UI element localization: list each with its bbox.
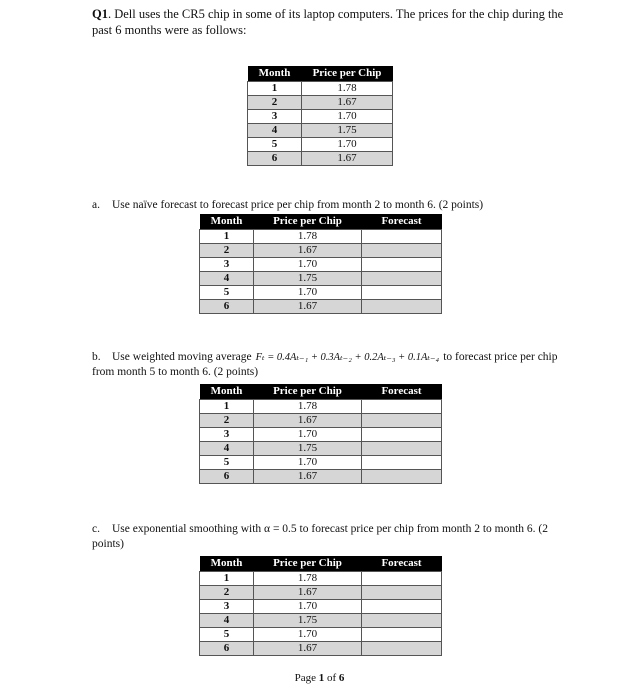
table-row xyxy=(200,400,442,414)
forecast-cell[interactable] xyxy=(362,600,442,614)
table-row xyxy=(200,628,442,642)
table-row xyxy=(248,82,393,96)
part-a xyxy=(92,198,582,213)
table-row xyxy=(200,586,442,600)
month-cell: 1 xyxy=(248,82,302,96)
price-cell: 1.70 xyxy=(254,600,362,614)
price-header: Price per Chip xyxy=(302,66,393,82)
month-cell: 5 xyxy=(248,138,302,152)
month-cell: 3 xyxy=(248,110,302,124)
forecast-cell[interactable] xyxy=(362,286,442,300)
footer-total: 6 xyxy=(338,672,345,684)
part-b-text-before: Use weighted moving average xyxy=(112,351,252,363)
price-cell: 1.78 xyxy=(254,572,362,586)
table-row xyxy=(200,642,442,656)
price-cell: 1.78 xyxy=(302,82,393,96)
price-header: Price per Chip xyxy=(254,214,362,230)
price-cell: 1.75 xyxy=(254,442,362,456)
footer-page: 1 xyxy=(318,672,325,684)
forecast-cell[interactable] xyxy=(362,400,442,414)
forecast-cell[interactable] xyxy=(362,272,442,286)
month-cell: 1 xyxy=(200,230,254,244)
footer-middle: of xyxy=(324,672,339,684)
forecast-cell[interactable] xyxy=(362,244,442,258)
part-c-letter: c. xyxy=(92,523,100,535)
table-row xyxy=(200,230,442,244)
month-cell: 4 xyxy=(248,124,302,138)
price-cell: 1.70 xyxy=(254,428,362,442)
month-cell: 5 xyxy=(200,286,254,300)
question-label: Q1 xyxy=(92,7,108,21)
price-header: Price per Chip xyxy=(254,384,362,400)
table-row xyxy=(200,470,442,484)
price-cell: 1.67 xyxy=(254,300,362,314)
forecast-cell[interactable] xyxy=(362,442,442,456)
table-row xyxy=(200,414,442,428)
month-cell: 6 xyxy=(200,470,254,484)
table-row xyxy=(200,258,442,272)
forecast-header: Forecast xyxy=(362,214,442,230)
month-cell: 2 xyxy=(200,414,254,428)
table-row xyxy=(200,244,442,258)
price-cell: 1.78 xyxy=(254,400,362,414)
price-cell: 1.70 xyxy=(254,258,362,272)
month-cell: 2 xyxy=(248,96,302,110)
part-c xyxy=(92,522,582,552)
month-cell: 6 xyxy=(200,300,254,314)
month-cell: 6 xyxy=(200,642,254,656)
price-cell: 1.75 xyxy=(254,272,362,286)
part-b-letter: b. xyxy=(92,351,101,363)
exponential-forecast-table xyxy=(199,556,442,656)
forecast-cell[interactable] xyxy=(362,300,442,314)
month-header: Month xyxy=(200,214,254,230)
price-cell: 1.67 xyxy=(254,470,362,484)
month-header: Month xyxy=(200,556,254,572)
forecast-cell[interactable] xyxy=(362,586,442,600)
price-cell: 1.67 xyxy=(254,414,362,428)
price-cell: 1.67 xyxy=(302,152,393,166)
price-cell: 1.75 xyxy=(302,124,393,138)
month-cell: 3 xyxy=(200,600,254,614)
table-row xyxy=(248,124,393,138)
forecast-cell[interactable] xyxy=(362,642,442,656)
price-cell: 1.70 xyxy=(254,286,362,300)
forecast-cell[interactable] xyxy=(362,258,442,272)
month-cell: 4 xyxy=(200,442,254,456)
table-row xyxy=(200,272,442,286)
price-header: Price per Chip xyxy=(254,556,362,572)
price-cell: 1.67 xyxy=(302,96,393,110)
price-cell: 1.67 xyxy=(254,642,362,656)
table-row xyxy=(248,138,393,152)
month-header: Month xyxy=(200,384,254,400)
forecast-header: Forecast xyxy=(362,556,442,572)
table-row xyxy=(200,600,442,614)
forecast-cell[interactable] xyxy=(362,470,442,484)
price-cell: 1.70 xyxy=(254,456,362,470)
forecast-cell[interactable] xyxy=(362,414,442,428)
weighted-average-formula: Fₜ = 0.4Aₜ₋₁ + 0.3Aₜ₋₂ + 0.2Aₜ₋₃ + 0.1Aₜ₋₄ xyxy=(255,352,440,363)
part-b xyxy=(92,350,582,380)
month-cell: 4 xyxy=(200,272,254,286)
forecast-cell[interactable] xyxy=(362,428,442,442)
month-cell: 3 xyxy=(200,428,254,442)
table-row xyxy=(200,456,442,470)
price-cell: 1.67 xyxy=(254,244,362,258)
price-table xyxy=(247,66,393,166)
naive-forecast-table xyxy=(199,214,442,314)
part-b-text-after: to forecast price per chip from month 5 to month 6. (2 points) xyxy=(92,351,558,378)
price-cell: 1.78 xyxy=(254,230,362,244)
table-row xyxy=(248,96,393,110)
table-row xyxy=(200,286,442,300)
table-row xyxy=(200,614,442,628)
price-cell: 1.67 xyxy=(254,586,362,600)
page-footer xyxy=(0,672,639,684)
month-cell: 4 xyxy=(200,614,254,628)
price-cell: 1.70 xyxy=(302,110,393,124)
month-cell: 3 xyxy=(200,258,254,272)
table-row xyxy=(200,300,442,314)
part-c-text: Use exponential smoothing with α = 0.5 to forecast price per chip from month 2 to month 6. (2 points) xyxy=(92,523,549,550)
part-a-text: Use naïve forecast to forecast price per chip from month 2 to month 6. (2 points) xyxy=(112,199,484,211)
forecast-cell[interactable] xyxy=(362,230,442,244)
table-row xyxy=(248,152,393,166)
forecast-cell[interactable] xyxy=(362,614,442,628)
part-a-letter: a. xyxy=(92,199,100,211)
question-text: . Dell uses the CR5 chip in some of its laptop computers. The prices for the chip during the past 6 months were as follows: xyxy=(92,7,564,37)
forecast-header: Forecast xyxy=(362,384,442,400)
forecast-cell[interactable] xyxy=(362,572,442,586)
table-row xyxy=(248,110,393,124)
weighted-forecast-table xyxy=(199,384,442,484)
month-cell: 6 xyxy=(248,152,302,166)
month-header: Month xyxy=(248,66,302,82)
month-cell: 1 xyxy=(200,400,254,414)
footer-prefix: Page xyxy=(294,672,319,684)
month-cell: 1 xyxy=(200,572,254,586)
forecast-cell[interactable] xyxy=(362,628,442,642)
question-intro xyxy=(92,6,582,38)
table-row xyxy=(200,428,442,442)
price-cell: 1.70 xyxy=(254,628,362,642)
price-cell: 1.70 xyxy=(302,138,393,152)
month-cell: 2 xyxy=(200,244,254,258)
table-row xyxy=(200,572,442,586)
month-cell: 2 xyxy=(200,586,254,600)
month-cell: 5 xyxy=(200,628,254,642)
price-cell: 1.75 xyxy=(254,614,362,628)
table-row xyxy=(200,442,442,456)
forecast-cell[interactable] xyxy=(362,456,442,470)
month-cell: 5 xyxy=(200,456,254,470)
